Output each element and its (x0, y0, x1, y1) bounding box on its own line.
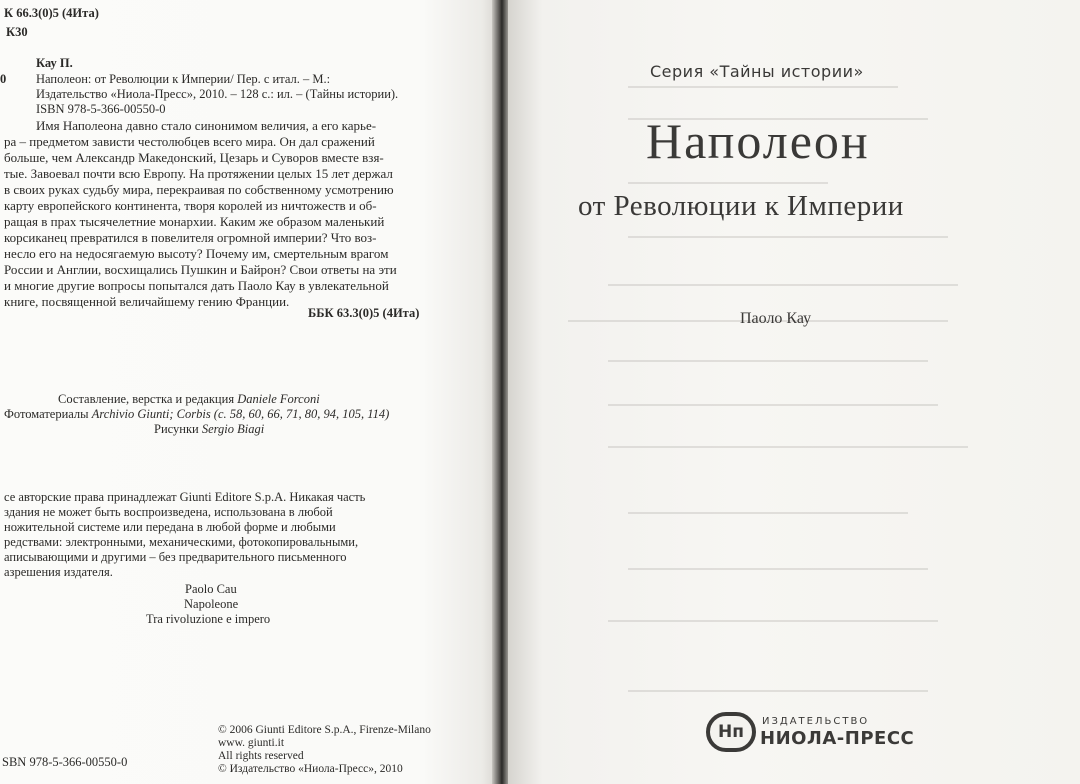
series-name: Серия «Тайны истории» (650, 62, 864, 81)
credit-name: Sergio Biagi (201, 422, 265, 436)
catalog-line: Наполеон: от Революции к Империи/ Пер. с итал. – М.: (36, 72, 331, 86)
imprint-page (0, 0, 497, 784)
abstract-line: в своих руках судьбу мира, перекраивая по собственному усмотрению (4, 182, 394, 197)
copyright-line: www. giunti.it (218, 737, 285, 749)
catalog-line: Издательство «Ниола-Пресс», 2010. – 128 с.: ил. – (Тайны истории). (36, 87, 399, 101)
author-mark: К30 (6, 25, 28, 39)
credit-role: Фотоматериалы (4, 407, 89, 421)
credit-line (154, 422, 264, 437)
rights-line: се авторские права принадлежат Giunti Editore S.p.A. Никакая часть (4, 490, 366, 504)
author-name: Кау П. (36, 56, 73, 70)
show-through-line (608, 446, 968, 448)
stray-mark: 0 (0, 72, 7, 86)
catalog-line: ISBN 978-5-366-00550-0 (36, 102, 166, 116)
rights-line: редствами: электронными, механическими, фотокопировальными, (4, 535, 359, 549)
rights-line: ножительной системе или передана в любой форме и любыми (4, 520, 336, 534)
isbn-bottom: SBN 978-5-366-00550-0 (2, 755, 128, 769)
book-title: Наполеон (646, 113, 870, 169)
show-through-line (628, 236, 948, 238)
rights-line: здания не может быть воспроизведена, использована в любой (4, 505, 333, 519)
abstract-line: России и Англии, восхищались Пушкин и Байрон? Свои ответы на эти (4, 262, 397, 277)
copyright-line: © 2006 Giunti Editore S.p.A., Firenze-Milano (218, 724, 431, 736)
abstract-line: и многие другие вопросы попытался дать Паоло Кау в увлекательной (4, 278, 389, 293)
rights-line: аписывающими и другими – без предварительного письменного (4, 550, 347, 564)
show-through-line (628, 568, 928, 570)
book-author: Паоло Кау (740, 310, 812, 327)
copyright-line: © Издательство «Ниола-Пресс», 2010 (218, 763, 403, 775)
show-through-line (608, 360, 928, 362)
original-title: Napoleone (184, 597, 239, 611)
bbk-code-line: К 66.3(0)5 (4Ита) (4, 6, 99, 20)
credit-line (4, 407, 389, 422)
show-through-line (608, 284, 958, 286)
credit-name: Archivio Giunti; Corbis (c. 58, 60, 66, 71, 80, 94, 105, 114) (91, 407, 390, 421)
abstract-line: несло его на недосягаемую высоту? Почему им, смертельным врагом (4, 246, 389, 261)
credit-name: Daniele Forconi (237, 392, 320, 406)
abstract-line: корсиканец превратился в повелителя огромной империи? Что воз- (4, 230, 377, 245)
rights-line: азрешения издателя. (4, 565, 113, 579)
credit-role: Составление, верстка и редакция (58, 392, 235, 406)
abstract-line: карту европейского континента, творя королей из ничтожеств и об- (4, 198, 377, 213)
show-through-line (628, 690, 928, 692)
credit-role: Рисунки (154, 422, 199, 436)
original-subtitle: Tra rivoluzione e impero (146, 612, 271, 626)
abstract-line: Имя Наполеона давно стало синонимом величия, а его карье- (36, 118, 377, 133)
show-through-line (628, 512, 908, 514)
show-through-line (628, 182, 828, 184)
credit-line (58, 392, 320, 407)
show-through-line (628, 86, 898, 88)
abstract-line: ращая в прах тысячелетние монархии. Каким же образом маленький (4, 214, 385, 229)
copyright-line: All rights reserved (218, 750, 304, 762)
publisher-top-line: ИЗДАТЕЛЬСТВО (762, 716, 870, 727)
show-through-line (608, 404, 938, 406)
original-author: Paolo Cau (185, 582, 237, 596)
publisher-badge-icon: Нп (706, 712, 756, 752)
abstract-line: книге, посвященной величайшему гению Франции. (4, 294, 290, 309)
abstract-line: ра – предметом зависти честолюбцев всего мира. Он дал сражений (4, 134, 375, 149)
book-subtitle: от Революции к Империи (578, 190, 904, 222)
show-through-line (608, 620, 938, 622)
bbk-index: ББК 63.3(0)5 (4Ита) (308, 306, 420, 320)
abstract-line: тые. Завоевал почти всю Европу. На протяжении целых 15 лет держал (4, 166, 393, 181)
publisher-name: НИОЛА-ПРЕСС (760, 728, 915, 749)
abstract-line: больше, чем Александр Македонский, Цезарь и Суворов вместе взя- (4, 150, 384, 165)
